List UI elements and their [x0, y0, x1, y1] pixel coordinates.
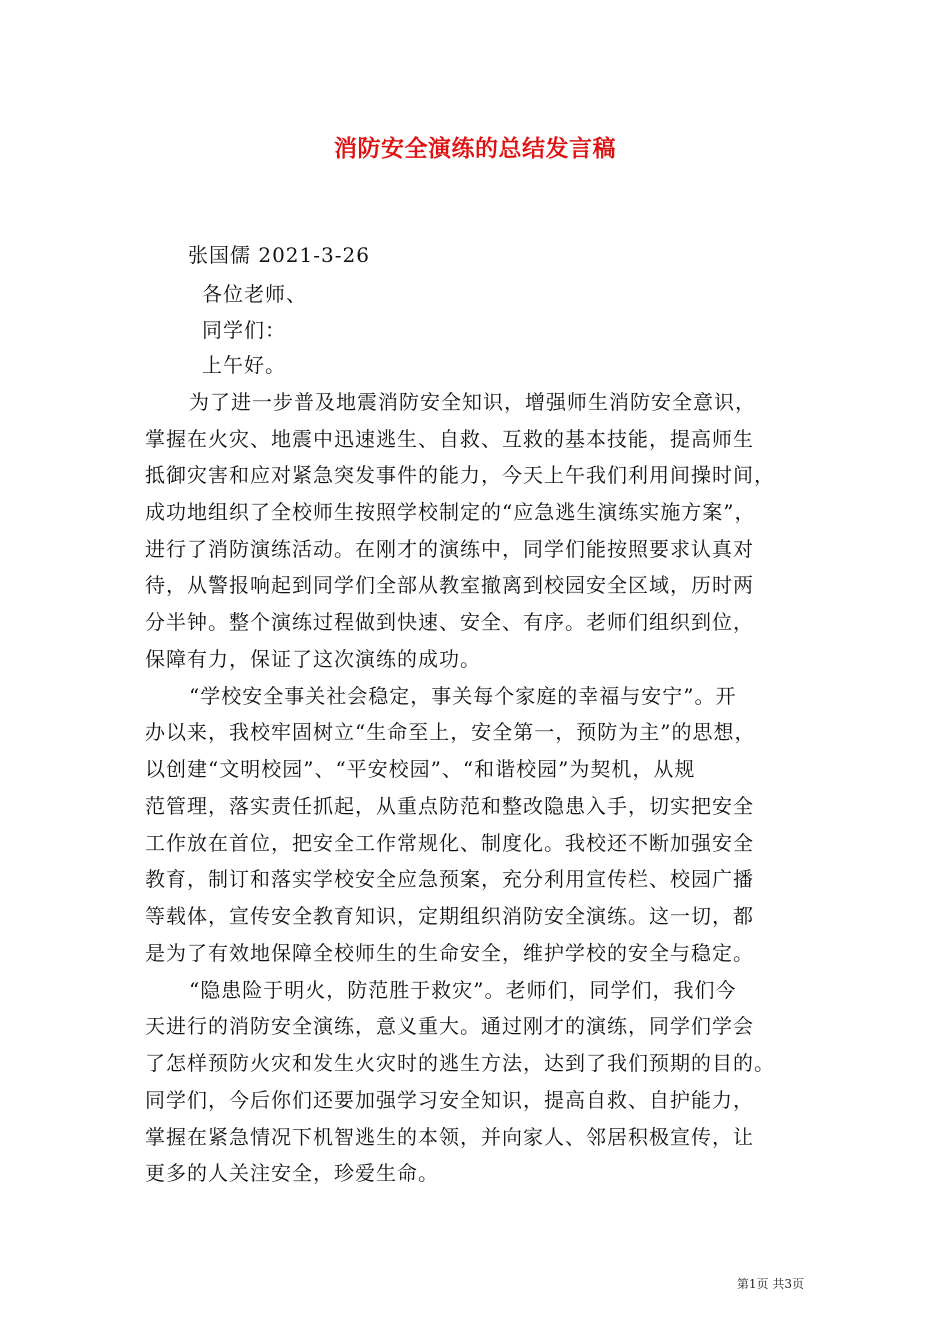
greeting-line: 各位老师、	[202, 282, 307, 306]
paragraph-line: 以创建“文明校园”、“平安校园”、“和谐校园”为契机，从规	[145, 757, 696, 781]
paragraph-line: 了怎样预防火灾和发生火灾时的逃生方法，达到了我们预期的目的。	[145, 1051, 775, 1075]
paragraph-line: “隐患险于明火，防范胜于救灾”。老师们，同学们，我们今	[189, 978, 737, 1002]
paragraph-line: 工作放在首位，把安全工作常规化、制度化。我校还不断加强安全	[145, 831, 754, 855]
document-title: 消防安全演练的总结发言稿	[334, 135, 616, 162]
paragraph-line: 同学们，今后你们还要加强学习安全知识，提高自救、自护能力，	[145, 1088, 754, 1112]
paragraph-line: 掌握在火灾、地震中迅速逃生、自救、互救的基本技能，提高师生	[145, 427, 754, 451]
paragraph-line: 分半钟。整个演练过程做到快速、安全、有序。老师们组织到位，	[145, 610, 754, 634]
greeting-line: 同学们：	[202, 318, 286, 342]
paragraph-line: 范管理，落实责任抓起，从重点防范和整改隐患入手，切实把安全	[145, 794, 754, 818]
page-number: 第1页 共3页	[736, 1277, 804, 1291]
paragraph-line: 等载体，宣传安全教育知识，定期组织消防安全演练。这一切，都	[145, 904, 754, 928]
paragraph-line: 是为了有效地保障全校师生的生命安全，维护学校的安全与稳定。	[145, 941, 754, 965]
paragraph-line: 天进行的消防安全演练，意义重大。通过刚才的演练，同学们学会	[145, 1014, 754, 1038]
paragraph-line: 掌握在紧急情况下机智逃生的本领，并向家人、邻居积极宣传，让	[145, 1125, 754, 1149]
paragraph-line: 更多的人关注安全，珍爱生命。	[145, 1161, 439, 1185]
paragraph-line: 办以来，我校牢固树立“生命至上，安全第一，预防为主”的思想，	[145, 720, 756, 744]
paragraph-line: 为了进一步普及地震消防安全知识，增强师生消防安全意识，	[189, 390, 756, 414]
paragraph-line: 抵御灾害和应对紧急突发事件的能力，今天上午我们利用间操时间，	[145, 463, 775, 487]
greeting-line: 上午好。	[202, 353, 286, 377]
paragraph-line: 待，从警报响起到同学们全部从教室撤离到校园安全区域，历时两	[145, 573, 754, 597]
paragraph-line: “学校安全事关社会稳定，事关每个家庭的幸福与安宁”。开	[189, 684, 737, 708]
paragraph-line: 成功地组织了全校师生按照学校制定的“应急逃生演练实施方案”，	[145, 500, 756, 524]
paragraph-line: 教育，制订和落实学校安全应急预案，充分利用宣传栏、校园广播	[145, 867, 754, 891]
author-date-line: 张国儒 2021-3-26	[188, 243, 370, 267]
paragraph-line: 保障有力，保证了这次演练的成功。	[145, 647, 481, 671]
paragraph-line: 进行了消防演练活动。在刚才的演练中，同学们能按照要求认真对	[145, 537, 754, 561]
